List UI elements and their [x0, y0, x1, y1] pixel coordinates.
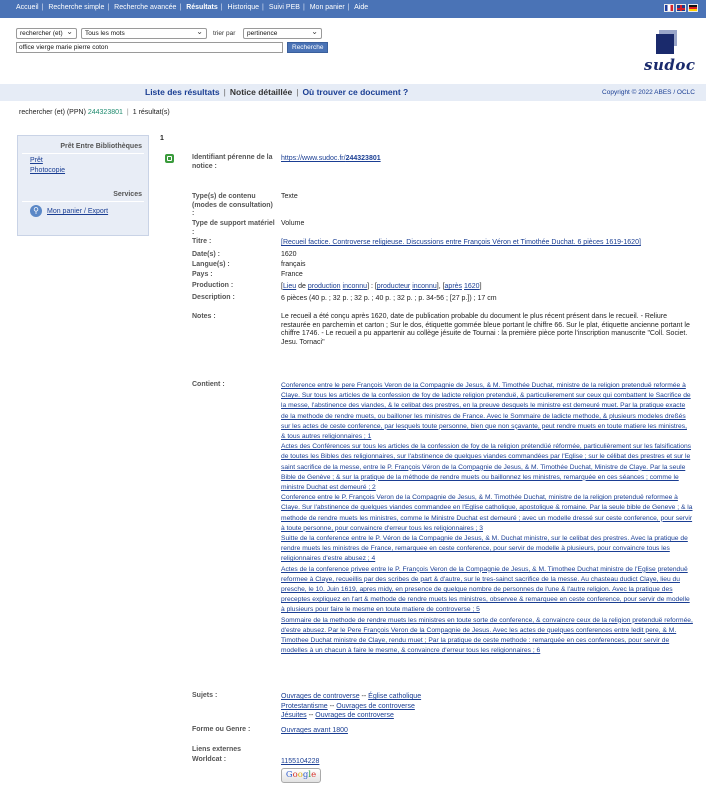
label-country: Pays :	[192, 271, 213, 278]
top-nav: Accueil | Recherche simple | Recherche avancée | Résultats | Historique | Suivi PEB | Mon panier | Aide	[0, 0, 706, 18]
value-notes: Le recueil a été conçu après 1620, date de publication probable du document le plus récent présent dans le recueil. - Reliure restaurée en parchemin et carton ; Sur le dos, étiquette gommée bleue portant le chiffre 66. Sur le plat, étiquette ancienne portant le chiffre 1746. - Le recueil a pu appartenir au collège jésuite de Tournai : la première pièce porte l'inscription manuscrite "Coll. Societ. Jesu. Tornaci"	[281, 313, 690, 346]
nav-recherche-simple[interactable]: Recherche simple	[48, 4, 105, 11]
production-link[interactable]: inconnu	[342, 283, 368, 290]
nav-historique[interactable]: Historique	[227, 4, 260, 11]
sudoc-logo[interactable]	[644, 30, 694, 74]
nav-suivi-peb[interactable]: Suivi PEB	[268, 4, 300, 11]
language-flags	[664, 4, 698, 12]
label-dates: Date(s) :	[192, 251, 221, 258]
nav-aide[interactable]: Aide	[354, 4, 369, 11]
nav-mon-panier[interactable]: Mon panier	[309, 4, 345, 11]
query-prefix: rechercher (et) (PPN)	[19, 109, 86, 116]
tab-detail[interactable]: Notice détaillée	[229, 87, 293, 97]
value-title[interactable]	[281, 239, 691, 248]
value-contient	[281, 381, 693, 656]
sort-label: trier par	[213, 30, 236, 37]
subject-link[interactable]: Ouvrages de controverse	[281, 693, 360, 700]
index-select[interactable]: Tous les mots ⌄	[81, 28, 207, 39]
photocopie-link[interactable]: Photocopie	[30, 167, 66, 174]
value-lang: français	[281, 261, 306, 268]
pret-link[interactable]: Prêt	[30, 157, 43, 164]
contient-item[interactable]: Suitte de la conference entre le P. Véron de la Compagnie de Jesus, & M. Duchat ministre, sur le celibat des prestres. Avec la pratique de rendre muets les ministres de France, remarquee en ceste conference, pour servir de modelle à plusieurs, pour convaincre tous les religionnaires d'estre abusez ; 4	[281, 535, 688, 563]
production-link[interactable]: Lieu	[282, 283, 297, 290]
record-status-icon	[165, 154, 174, 163]
tab-where-to-find[interactable]: Où trouver ce document ?	[302, 87, 409, 97]
label-subjects: Sujets :	[192, 692, 218, 699]
subject-link[interactable]: Ouvrages de controverse	[336, 702, 415, 710]
permanent-url-link[interactable]: https://www.sudoc.fr/244323801	[281, 155, 381, 162]
production-link[interactable]: après	[444, 283, 463, 290]
nav-recherche-avancee[interactable]: Recherche avancée	[114, 4, 177, 11]
result-count: 1 résultat(s)	[132, 109, 170, 116]
contient-item[interactable]: Conference entre le pere François Veron de la Compagnie de Jesus, & M. Timothée Duchat, ministre de la religion pretenduë reformée à Claye. Sur tous les articles de la confession de foy de ladicte religion pretenduë, & particulierement sur ceux qui combattent le Sacrifice de la messe, l'abstinence des viandes, & le celibat des prestres, en la preuve desquels le ministre est demeuré muet. Par la pratique exacte de la methode de rendre muets, ou bailloner les ministres de France. Avec le Sommaire de ladicte methode, & plusieurs modeles dreßés sur les actes de ceste conference, par lesquels toute personne, bien que non sçavante, peut rendre muets en toute matiere les ministres, & tous autres religionnaires ; 1	[281, 382, 691, 441]
side-panel	[17, 135, 149, 236]
tab-results-list[interactable]: Liste des résultats	[145, 87, 220, 97]
label-external-links: Liens externes	[192, 746, 242, 753]
services-title: Services	[113, 191, 142, 198]
production-link[interactable]: producteur	[376, 283, 411, 290]
subject-link[interactable]: Ouvrages de controverse	[315, 712, 394, 719]
production-link[interactable]: inconnu	[412, 283, 437, 290]
value-content-type: Texte	[281, 193, 298, 200]
subject-link[interactable]: Protestantisme	[281, 702, 328, 710]
genre-link[interactable]: Ouvrages avant 1800	[281, 727, 348, 734]
operator-select[interactable]: rechercher (et) ⌄	[16, 28, 77, 39]
google-books-button[interactable]: Google	[281, 768, 321, 783]
subject-link[interactable]: Église catholique	[368, 693, 422, 700]
label-genre: Forme ou Genre :	[192, 726, 251, 733]
nav-resultats[interactable]: Résultats	[186, 4, 218, 11]
value-dates: 1620	[281, 251, 297, 258]
search-button[interactable]: Recherche	[287, 42, 328, 53]
value-country: France	[281, 271, 303, 278]
label-contient: Contient :	[192, 381, 225, 388]
label-identifiant: Identifiant pérenne de la notice :	[192, 154, 273, 170]
cart-icon[interactable]: ⚲	[30, 205, 42, 217]
label-title: Titre :	[192, 238, 212, 245]
label-notes: Notes :	[192, 313, 216, 320]
sort-select[interactable]: pertinence ⌄	[243, 28, 322, 39]
value-worldcat[interactable]	[281, 758, 691, 767]
worldcat-link[interactable]: 1155104228	[281, 758, 320, 765]
value-production: [Lieu de production inconnu] : [producteur inconnu], [après 1620]	[281, 283, 482, 290]
contient-item[interactable]: Sommaire de la methode de rendre muets les ministres en toute sorte de conference, & convaincre ceux de la religion pretenduë reformée, d'estre abusez. Par le Pere François Veron de la Compagnie de Jesus. Avec les actes de quelques conferences entre ledit pere, & M. Timothee Duchat ministre de Claye, rendu muet ; Par la pratique de ceste methode : remarquée en ces conferences, pour servir de modelles à un chacun à faire le mesme, & convaincre d'erreur tous les religionnaires ; 6	[281, 616, 693, 655]
english-flag-icon[interactable]	[676, 4, 686, 12]
query-summary: rechercher (et) (PPN) 244323801 | 1 résultat(s)	[19, 109, 170, 116]
label-content-type: Type(s) de contenu (modes de consultation) :	[192, 193, 273, 217]
query-ppn[interactable]: 244323801	[87, 109, 123, 116]
label-lang: Langue(s) :	[192, 261, 230, 268]
title-link[interactable]: [Recueil factice. Controverse religieuse. Discussions entre François Véron et Timothée Duchat. 6 pièces 1619-1620]	[281, 239, 641, 246]
nav-accueil[interactable]: Accueil	[16, 4, 39, 11]
production-link[interactable]: 1620	[464, 283, 480, 290]
copyright[interactable]: Copyright © 2022 ABES / OCLC	[602, 89, 695, 96]
label-support: Type de support matériel :	[192, 220, 275, 236]
value-subjects: Ouvrages de controverse -- Église catholique Protestantisme -- Ouvrages de controverse Jésuites -- Ouvrages de controverse	[281, 693, 422, 719]
contient-item[interactable]: Actes des Conférences sur tous les articles de la confession de foy de la religion prétendüé réformée, particulièrement sur les falsifications de toutes les Bibles des religionnaires, sur l'abstinence de quelques viandes commandées par l'Eglise ; sur le célibat des prestres et sur le saint sacrifice de la messe, entre le P. François Véron de la Compagnie de Jesus, & M. Timothée Duchat, Ministre de Claye. Par la seule Bible de Genève ; & sur la pratique de la méthode de rendre muets ou baillonnez les ministres, remarquée en ces séances ; comme le ministre Duchat est demeuré ; 2	[281, 443, 692, 492]
result-tabs-bar: Liste des résultats | Notice détaillée | Où trouver ce document ? Copyright © 2022 ABES / OCLC	[0, 84, 706, 101]
subject-link[interactable]: Jésuites	[281, 712, 307, 719]
logo-cube-front	[656, 34, 674, 54]
value-genre[interactable]	[281, 727, 691, 736]
value-description: 6 pièces (40 p. ; 32 p. ; 32 p. ; 40 p. ; 32 p. ; p. 34-56 ; [27 p.]) ; 17 cm	[281, 295, 497, 302]
german-flag-icon[interactable]	[688, 4, 698, 12]
peb-title: Prêt Entre Bibliothèques	[60, 143, 142, 150]
label-description: Description :	[192, 294, 235, 301]
value-support: Volume	[281, 220, 305, 227]
value-url[interactable]	[281, 155, 691, 164]
divider	[22, 153, 144, 154]
production-link[interactable]: production	[307, 283, 341, 290]
contient-item[interactable]: Actes de la conference privee entre le P. François Veron de la Compagnie de Jesus, & M. Timothee Duchat ministre de l'Eglise pretenduë reformee à Claye, recueillis par des scribes de part & d'autre, sur le tres-sainct sacrifice de la messe. Au chasteau dudict Claye, lieu du presche, le 10. Juin 1619, apres midy, en presence de quelque nombre de personnes de l'une & l'autre religion. Avec la pratique des preceptes expliquez en l'art & methode de rendre muets les ministres, observee & remarquee en ceste conference, pour servir de modelle à plusieurs pour faire le mesme en toute matiere de controverse ; 5	[281, 565, 690, 614]
contient-item[interactable]: Conference entre le P. François Veron de la Compagnie de Jesus, & M. Timothée Duchat, ministre de la religion pretenduë reformee à Claye. Sur l'abstinence de quelques viandes commandee en l'Eglise catholique, apostolique & romaine. Par la seule bible de Geneve ; & la methode de rendre muets les ministres, comme le Ministre Duchat est demeuré ; avec un modelle dressé sur ceste conference, pour servir à toute personne, pour convaincre d'erreur tous les religionnaires ; 3	[281, 494, 693, 532]
result-number: 1	[160, 135, 164, 142]
cart-export-link[interactable]: Mon panier / Export	[47, 208, 109, 215]
divider	[22, 201, 144, 202]
logo-text: sudoc	[644, 56, 696, 74]
french-flag-icon[interactable]	[664, 4, 674, 12]
label-worldcat: Worldcat :	[192, 756, 227, 763]
label-production: Production :	[192, 282, 234, 289]
search-input[interactable]: office vierge marie pierre coton	[16, 42, 283, 53]
